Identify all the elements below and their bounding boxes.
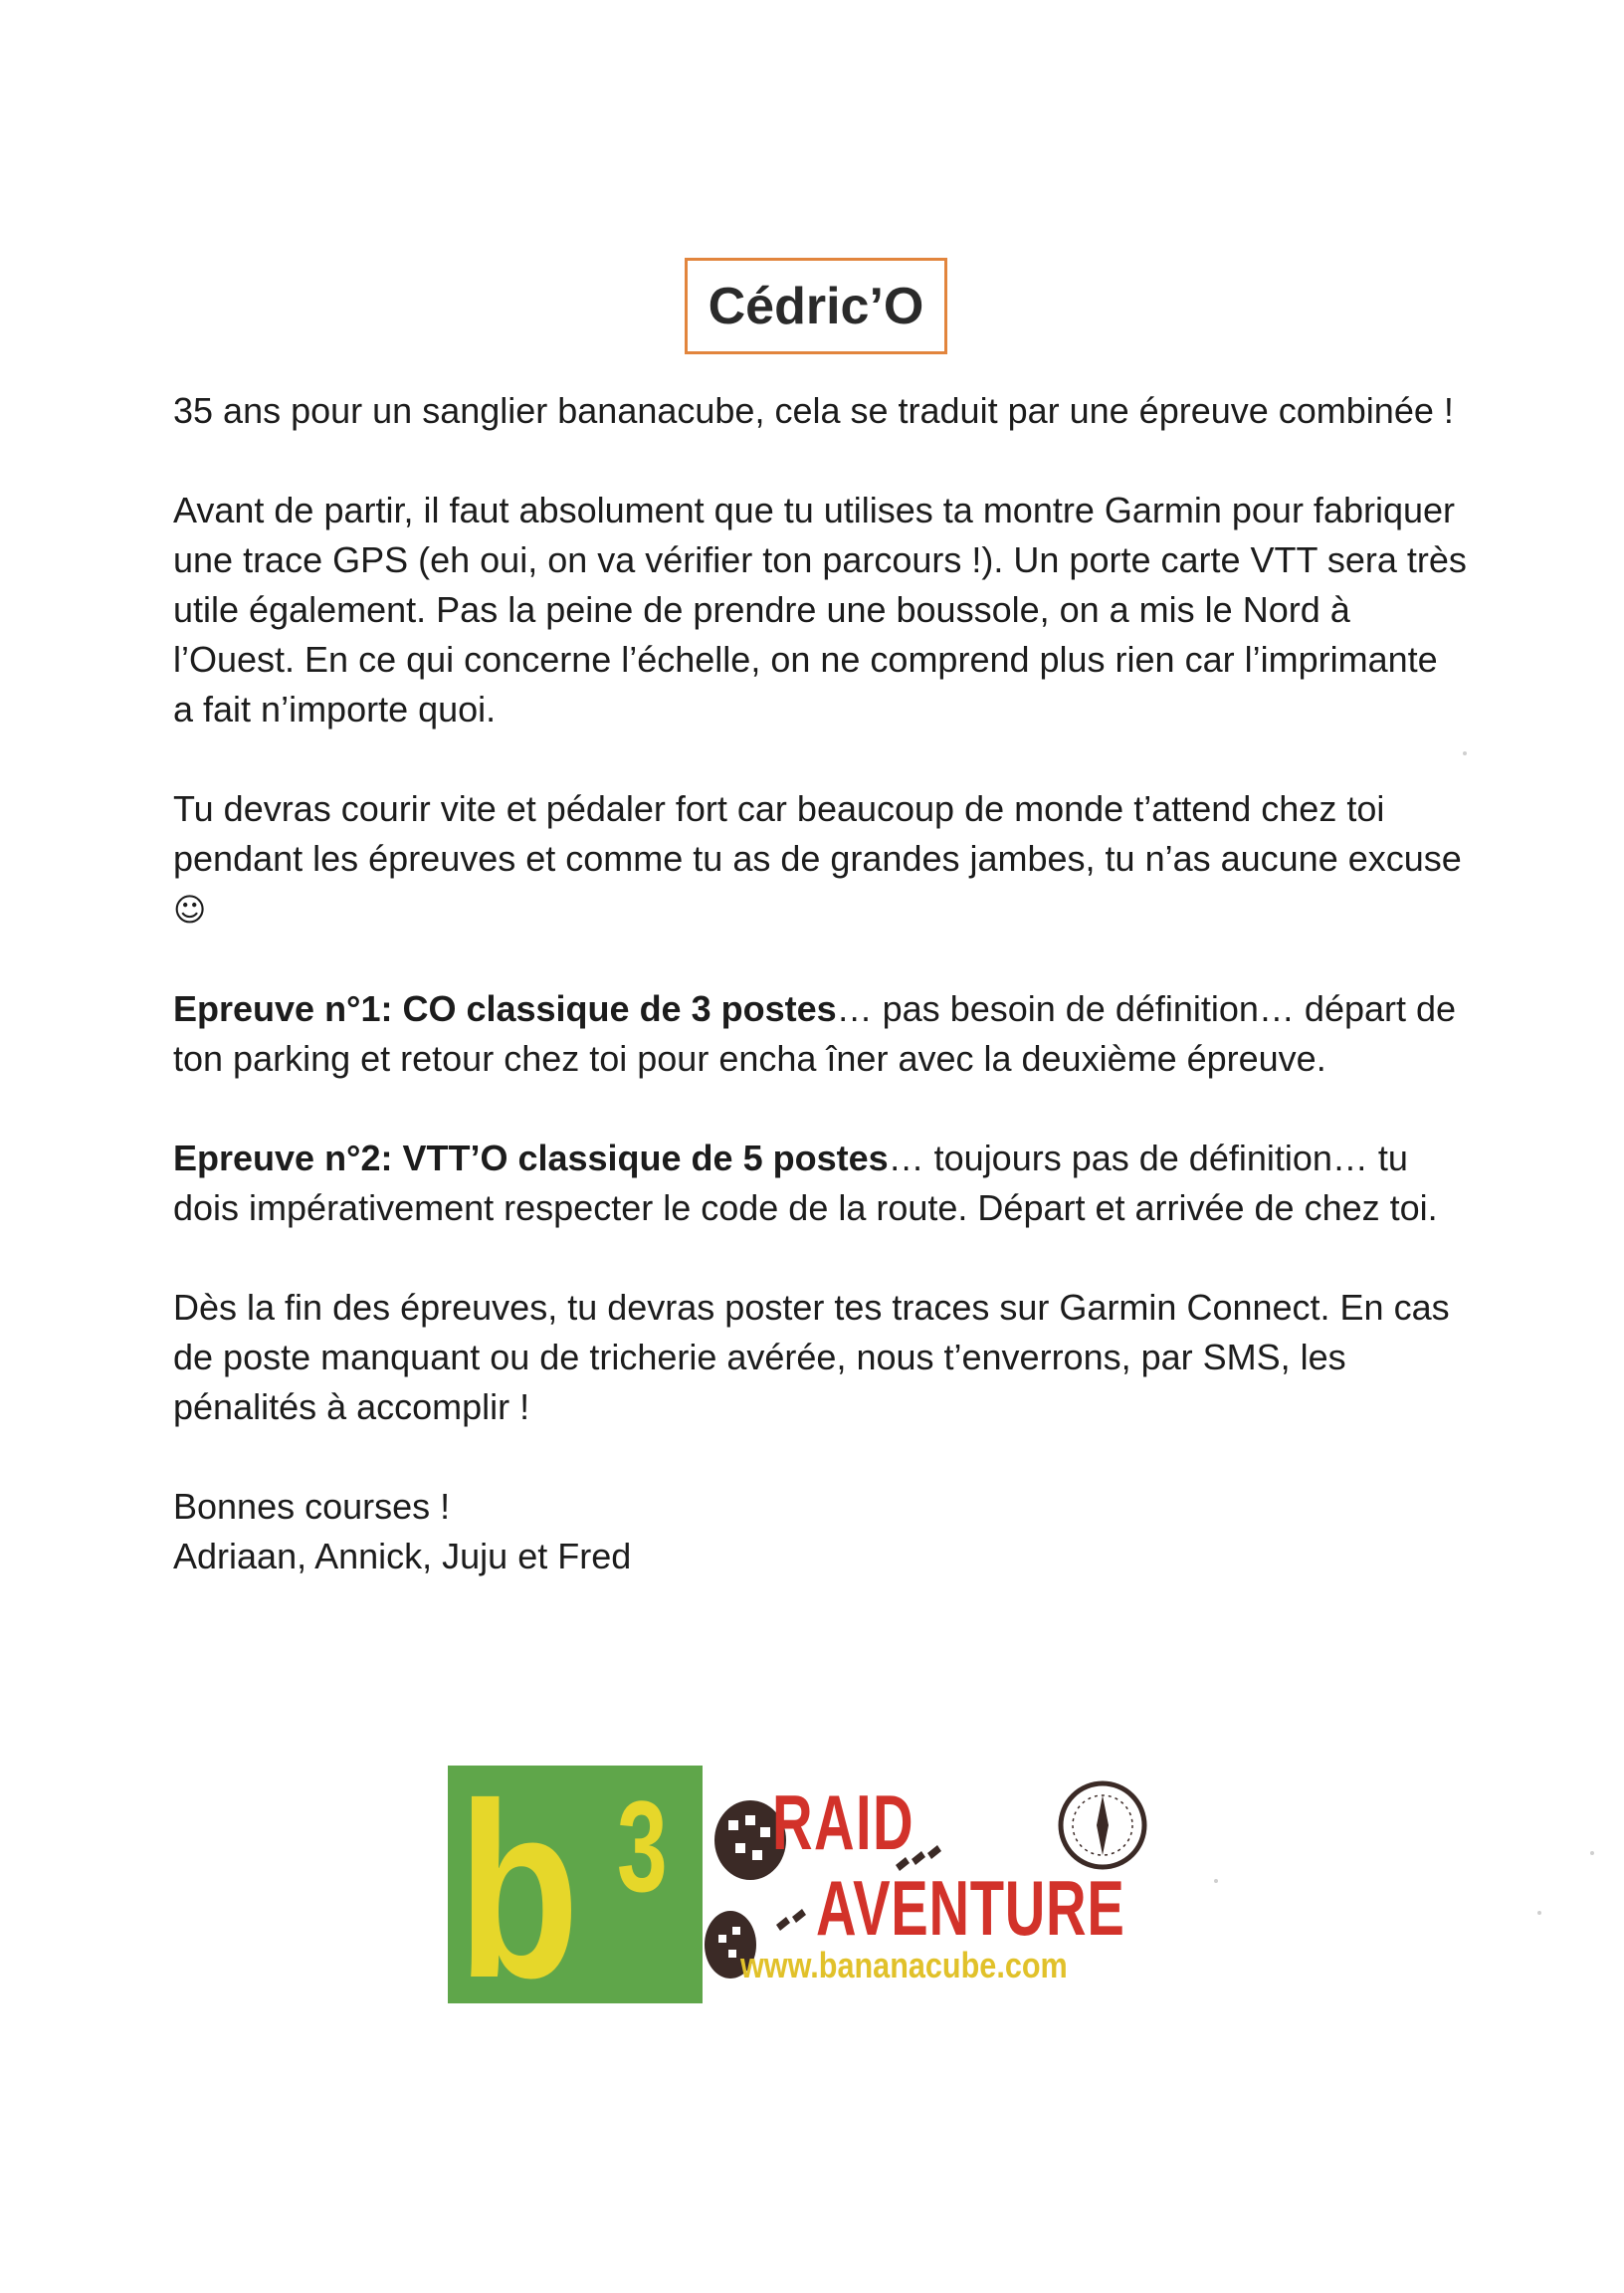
paragraph-encouragement bbox=[173, 784, 1467, 935]
bananacube-logo bbox=[448, 1752, 1164, 2029]
paragraph-epreuve-2 bbox=[173, 1134, 1467, 1233]
scan-speck bbox=[1590, 1851, 1594, 1855]
paragraph-intro: 35 ans pour un sanglier bananacube, cela se traduit par une épreuve combinée ! bbox=[173, 390, 1454, 431]
logo-raid-text: RAID bbox=[772, 1778, 915, 1866]
scan-speck bbox=[1463, 751, 1467, 755]
epreuve-1-heading: Epreuve n°1: CO classique de 3 postes bbox=[173, 988, 837, 1029]
scan-speck bbox=[1214, 1879, 1218, 1883]
logo-website-url: www.bananacube.com bbox=[740, 1945, 1068, 1985]
epreuve-1-text: … pas besoin de définition… départ de ton parking et retour chez toi pour encha îner avec la deuxième épreuve. bbox=[173, 988, 1457, 1079]
scan-speck bbox=[1537, 1911, 1541, 1915]
paragraph-instructions: Dès la fin des épreuves, tu devras poster tes traces sur Garmin Connect. En cas de poste manquant ou de tricherie avérée, nous t’enverrons, par SMS, les pénalités à accomplir ! bbox=[173, 1287, 1450, 1427]
smiley-icon: ☺ bbox=[173, 891, 207, 929]
title-box bbox=[685, 258, 947, 354]
paragraph-equipment: Avant de partir, il faut absolument que tu utilises ta montre Garmin pour fabriquer une trace GPS (eh oui, on va vérifier ton parcours !). Un porte carte VTT sera très utile également. Pas la peine de prendre une boussole, on a mis le Nord à l’Ouest. En ce qui concerne l’échelle, on ne comprend plus rien car l’imprimante a fait n’importe quoi. bbox=[173, 490, 1467, 730]
logo-b-letter: b bbox=[458, 1752, 564, 2029]
signature-greeting: Bonnes courses ! bbox=[173, 1486, 451, 1527]
signature-names: Adriaan, Annick, Juju et Fred bbox=[173, 1536, 632, 1576]
logo-aventure-text: AVENTURE bbox=[816, 1864, 1125, 1952]
paragraph-epreuve-1 bbox=[173, 984, 1467, 1084]
letter-body bbox=[173, 386, 1467, 1581]
epreuve-2-text: … toujours pas de définition… tu dois impérativement respecter le code de la route. Départ et arrivée de chez toi. bbox=[173, 1138, 1438, 1228]
logo-3-superscript: 3 bbox=[617, 1773, 668, 1919]
compass-icon bbox=[1053, 1775, 1152, 1875]
page-title: Cédric’O bbox=[708, 277, 924, 335]
paragraph-encouragement-text: Tu devras courir vite et pédaler fort car beaucoup de monde t’attend chez toi pendant les épreuves et comme tu as de grandes jambes, tu n’as aucune excuse bbox=[173, 788, 1462, 879]
logo-b3-block bbox=[448, 1752, 703, 2029]
epreuve-2-heading: Epreuve n°2: VTT’O classique de 5 postes bbox=[173, 1138, 889, 1178]
